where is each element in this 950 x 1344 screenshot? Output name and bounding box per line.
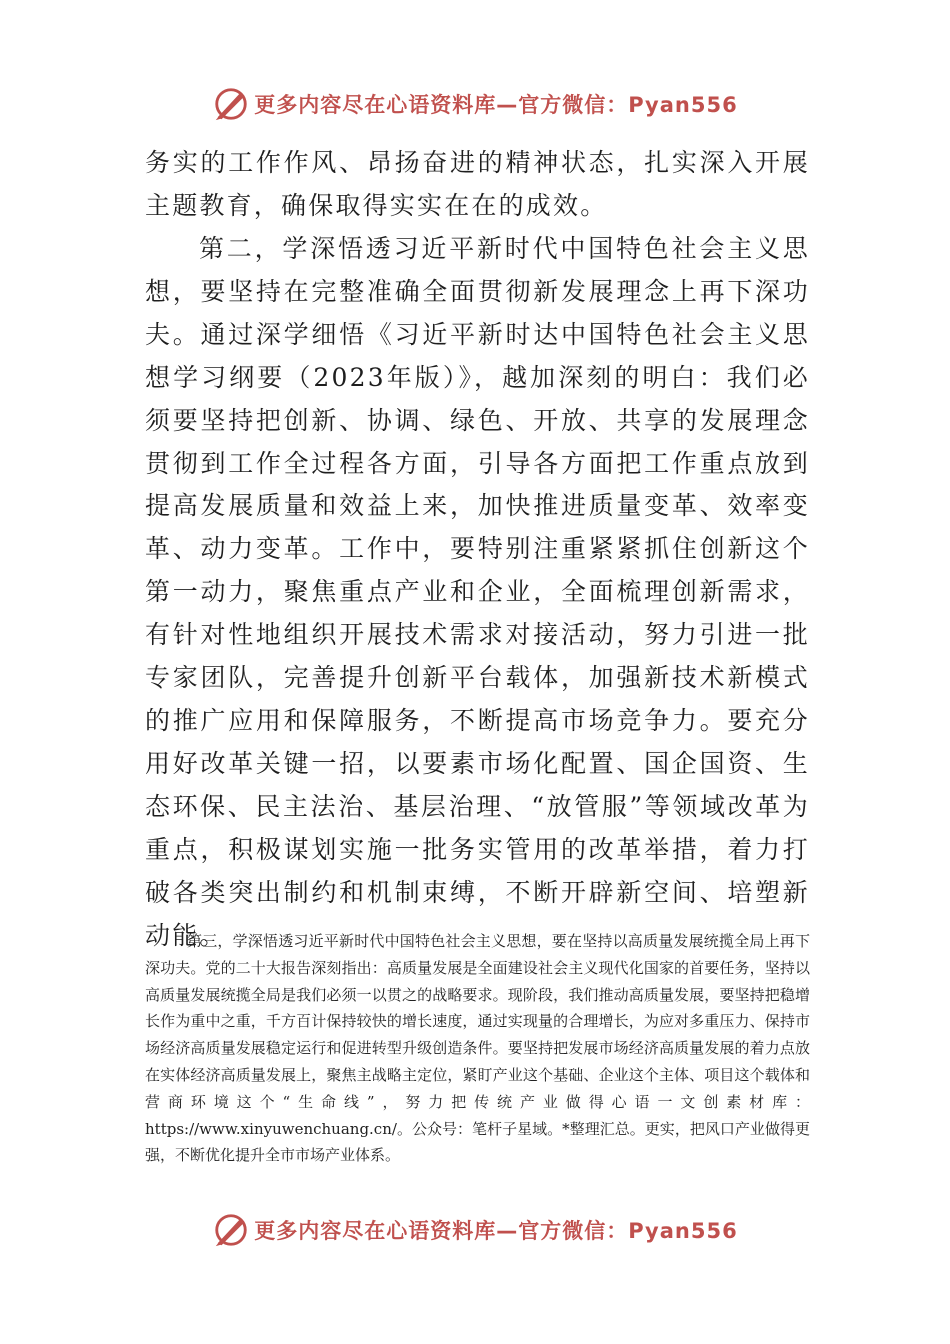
header-watermark-text: 更多内容尽在心语资料库—官方微信：Pyan556 xyxy=(254,93,738,117)
paragraph-third xyxy=(145,928,810,1169)
pen-logo-icon xyxy=(212,1211,250,1249)
footer-watermark-text: 更多内容尽在心语资料库—官方微信：Pyan556 xyxy=(254,1219,738,1243)
header-watermark xyxy=(0,84,950,124)
footer-watermark xyxy=(0,1210,950,1250)
paragraph-continuation xyxy=(145,142,810,228)
paragraph-continuation-text: 务实的工作作风、昂扬奋进的精神状态，扎实深入开展主题教育，确保取得实实在在的成效。 xyxy=(145,148,810,220)
paragraph-second-text: 第二，学深悟透习近平新时代中国特色社会主义思想，要坚持在完整准确全面贯彻新发展理念上再下深功夫。通过深学细悟《习近平新时达中国特色社会主义思想学习纲要（2023年版）》，越加深刻的明白：我们必须要坚持把创新、协调、绿色、开放、共享的发展理念贯彻到工作全过程各方面，引导各方面把工作重点放到提高发展质量和效益上来，加快推进质量变革、效率变革、动力变革。工作中，要特别注重紧紧抓住创新这个第一动力，聚焦重点产业和企业，全面梳理创新需求，有针对性地组织开展技术需求对接活动，努力引进一批专家团队，完善提升创新平台载体，加强新技术新模式的推广应用和保障服务，不断提高市场竞争力。要充分用好改革关键一招，以要素市场化配置、国企国资、生态环保、民主法治、基层治理、“放管服”等领域改革为重点，积极谋划实施一批务实管用的改革举措，着力打破各类突出制约和机制束缚，不断开辟新空间、培塑新动能。 xyxy=(145,234,810,950)
paragraph-second xyxy=(145,228,810,957)
paragraph-third-text: 第三，学深悟透习近平新时代中国特色社会主义思想，要在坚持以高质量发展统揽全局上再下深功夫。党的二十大报告深刻指出：高质量发展是全面建设社会主义现代化国家的首要任务，坚持以高质量发展统揽全局是我们必须一以贯之的战略要求。现阶段，我们推动高质量发展，要坚持把稳增长作为重中之重，千方百计保持较快的增长速度，通过实现量的合理增长，为应对多重压力、保持市场经济高质量发展稳定运行和促进转型升级创造条件。要坚持把发展市场经济高质量发展的着力点放在实体经济高质量发展上，聚焦主战略主定位，紧盯产业这个基础、企业这个主体、项目这个载体和营商环境这个“生命线”，努力把传统产业做得心语一文创素材库：https://www.xinyuwenchuang.cn/。公众号：笔杆子星域。*整理汇总。更实，把风口产业做得更强，不断优化提升全市市场产业体系。 xyxy=(145,932,810,1165)
pen-logo-icon xyxy=(212,85,250,123)
